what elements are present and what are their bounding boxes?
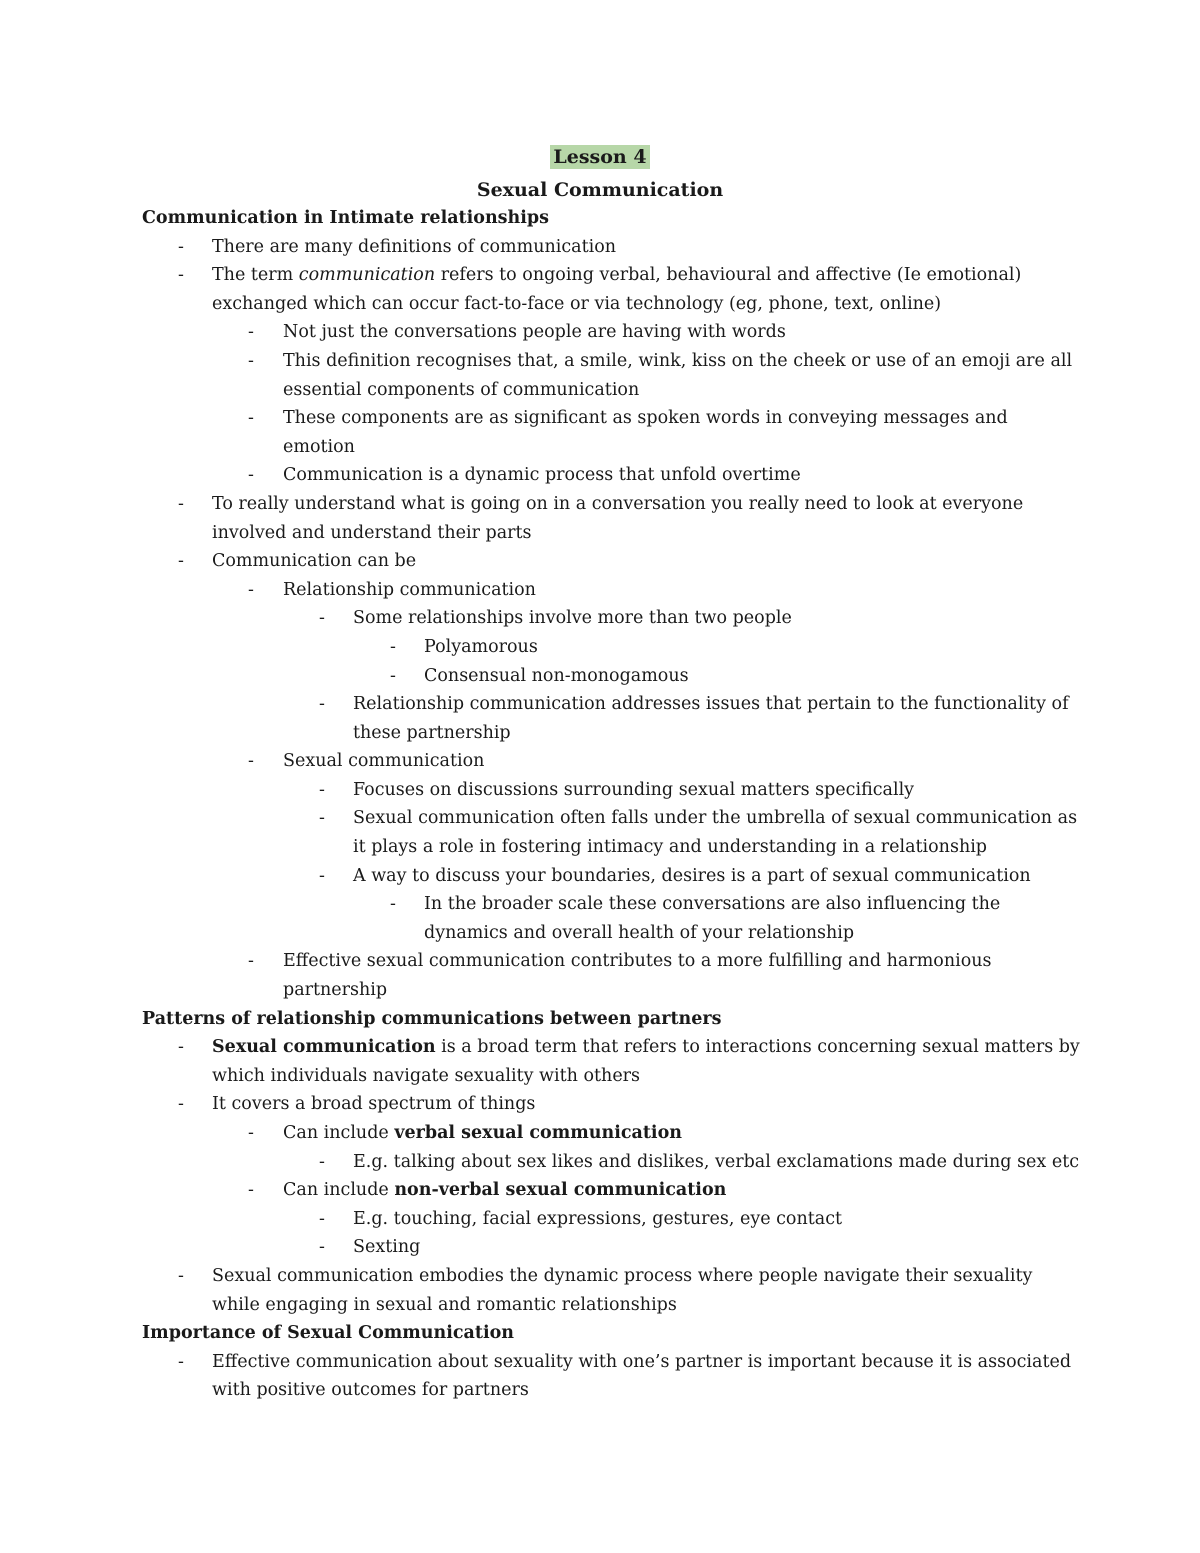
bullet-item xyxy=(142,347,1072,376)
bullet-item xyxy=(142,1176,1072,1205)
lesson-title-highlight: Lesson 4 xyxy=(550,145,649,169)
bullet-dash: - xyxy=(319,779,325,800)
bullet-dash: - xyxy=(319,694,325,715)
text-run: emotion xyxy=(283,436,355,457)
text-run: Sexual communication embodies the dynamic process where people navigate their sexuality xyxy=(212,1265,1033,1286)
text-run: Polyamorous xyxy=(424,636,538,657)
bullet-dash: - xyxy=(390,636,396,657)
bullet-item xyxy=(142,776,1072,805)
bullet-dash: - xyxy=(248,951,254,972)
bullet-dash: - xyxy=(178,1094,184,1115)
text-run: refers to ongoing verbal, behavioural and affective (Ie emotional) xyxy=(435,265,1022,286)
bullet-item-continuation xyxy=(142,976,1072,1005)
text-run: Relationship communication addresses issues that pertain to the functionality of xyxy=(353,694,1069,715)
bullet-dash: - xyxy=(319,865,325,886)
bullet-dash: - xyxy=(248,751,254,772)
bullet-dash: - xyxy=(178,1351,184,1372)
bullet-item xyxy=(142,576,1072,605)
bullet-dash: - xyxy=(178,265,184,286)
text-run: A way to discuss your boundaries, desires is a part of sexual communication xyxy=(353,865,1031,886)
bullet-item xyxy=(142,1348,1072,1377)
bullet-dash: - xyxy=(178,236,184,257)
text-run: Not just the conversations people are having with words xyxy=(283,322,786,343)
bullet-item xyxy=(142,547,1072,576)
bullet-item-continuation xyxy=(142,433,1072,462)
text-run: dynamics and overall health of your relationship xyxy=(424,922,855,943)
bullet-item-continuation xyxy=(142,290,1072,319)
text-run: Effective sexual communication contributes to a more fulfilling and harmonious xyxy=(283,951,992,972)
bullet-item xyxy=(142,490,1072,519)
bullet-dash: - xyxy=(248,408,254,429)
bullet-dash: - xyxy=(319,1151,325,1172)
bullet-dash: - xyxy=(178,1265,184,1286)
bullet-item xyxy=(142,947,1072,976)
bullet-item xyxy=(142,690,1072,719)
text-run: which individuals navigate sexuality with others xyxy=(212,1065,641,1086)
bullet-dash: - xyxy=(178,493,184,514)
section-heading: Patterns of relationship communications between partners xyxy=(142,1008,722,1029)
bullet-item xyxy=(142,318,1072,347)
text-run: these partnership xyxy=(353,722,511,743)
bold-term: non-verbal sexual communication xyxy=(394,1180,727,1201)
bullet-item-continuation xyxy=(142,1291,1072,1320)
text-run: In the broader scale these conversations are also influencing the xyxy=(424,894,1001,915)
text-run: is a broad term that refers to interactions concerning sexual matters by xyxy=(435,1037,1080,1058)
bullet-dash: - xyxy=(319,1237,325,1258)
bullet-item xyxy=(142,233,1072,262)
bullet-item xyxy=(142,747,1072,776)
bullet-dash: - xyxy=(248,350,254,371)
bullet-item xyxy=(142,1033,1080,1062)
section-heading: Communication in Intimate relationships xyxy=(142,208,549,228)
text-run: E.g. talking about sex likes and dislikes, verbal exclamations made during sex etc xyxy=(353,1151,1080,1172)
bullet-dash: - xyxy=(248,465,254,486)
bullet-item xyxy=(142,862,1072,891)
bullet-item xyxy=(142,1119,1072,1148)
bullet-item xyxy=(142,1090,1072,1119)
text-run: Can include xyxy=(283,1180,395,1201)
bullet-item-continuation xyxy=(142,919,1072,948)
text-run: Sexual communication often falls under the umbrella of sexual communication as xyxy=(353,808,1078,829)
text-run: The term xyxy=(212,265,299,286)
bullet-item xyxy=(142,1233,1072,1262)
bullet-dash: - xyxy=(390,894,396,915)
text-run: with positive outcomes for partners xyxy=(212,1380,529,1401)
text-run: Focuses on discussions surrounding sexual matters specifically xyxy=(353,779,915,800)
bullet-dash: - xyxy=(319,808,325,829)
text-run: essential components of communication xyxy=(283,379,640,400)
italic-term: communication xyxy=(298,265,436,286)
text-run: exchanged which can occur fact-to-face or via technology (eg, phone, text, online) xyxy=(212,293,942,314)
text-run: Communication can be xyxy=(212,551,417,572)
bullet-dash: - xyxy=(178,1037,184,1058)
bullet-item-continuation xyxy=(142,833,1072,862)
bullet-item-continuation xyxy=(142,376,1072,405)
lesson-title xyxy=(0,143,1200,171)
bullet-item-continuation xyxy=(142,1376,1072,1405)
bullet-dash: - xyxy=(319,1208,325,1229)
text-run: These components are as significant as spoken words in conveying messages and xyxy=(283,408,1008,429)
text-run: Consensual non-monogamous xyxy=(424,665,689,686)
bullet-item-continuation xyxy=(142,719,1072,748)
bullet-item xyxy=(142,633,1072,662)
bold-term: Sexual communication xyxy=(212,1037,436,1058)
text-run: Some relationships involve more than two people xyxy=(353,608,792,629)
text-run: Can include xyxy=(283,1123,395,1143)
bullet-dash: - xyxy=(319,608,325,629)
bullet-dash: - xyxy=(248,1180,254,1201)
document-body xyxy=(142,204,1080,1405)
bold-term: verbal sexual communication xyxy=(394,1123,682,1143)
section-heading: Importance of Sexual Communication xyxy=(142,1323,515,1344)
bullet-item xyxy=(142,1262,1072,1291)
bullet-dash: - xyxy=(390,665,396,686)
text-run: Relationship communication xyxy=(283,579,536,600)
text-run: Communication is a dynamic process that unfold overtime xyxy=(283,465,801,486)
bullet-item xyxy=(142,1205,1072,1234)
bullet-item xyxy=(142,804,1078,833)
text-run: Effective communication about sexuality with one’s partner is important because it is associated xyxy=(212,1351,1072,1372)
bullet-item xyxy=(142,1148,1080,1177)
bullet-item xyxy=(142,604,1072,633)
bullet-item-continuation xyxy=(142,1062,1072,1091)
bullet-item-continuation xyxy=(142,519,1072,548)
text-run: It covers a broad spectrum of things xyxy=(212,1094,536,1115)
text-run: Sexual communication xyxy=(283,751,485,772)
text-run: To really understand what is going on in a conversation you really need to look at everyone xyxy=(212,493,1024,514)
text-run: There are many definitions of communication xyxy=(212,236,617,257)
bullet-item xyxy=(142,662,1072,691)
bullet-dash: - xyxy=(248,579,254,600)
text-run: This definition recognises that, a smile, wink, kiss on the cheek or use of an emoji are all xyxy=(283,350,1073,371)
text-run: Sexting xyxy=(353,1237,421,1258)
bullet-item xyxy=(142,461,1072,490)
bullet-dash: - xyxy=(248,1123,254,1143)
text-run: it plays a role in fostering intimacy and understanding in a relationship xyxy=(353,837,988,858)
bullet-dash: - xyxy=(248,322,254,343)
lesson-subtitle: Sexual Communication xyxy=(476,179,724,201)
text-run: while engaging in sexual and romantic relationships xyxy=(212,1294,677,1315)
bullet-item xyxy=(142,261,1072,290)
text-run: E.g. touching, facial expressions, gestures, eye contact xyxy=(353,1208,843,1229)
bullet-item xyxy=(142,404,1072,433)
bullet-item xyxy=(142,890,1072,919)
text-run: partnership xyxy=(283,980,388,1001)
text-run: involved and understand their parts xyxy=(212,522,532,543)
bullet-dash: - xyxy=(178,551,184,572)
